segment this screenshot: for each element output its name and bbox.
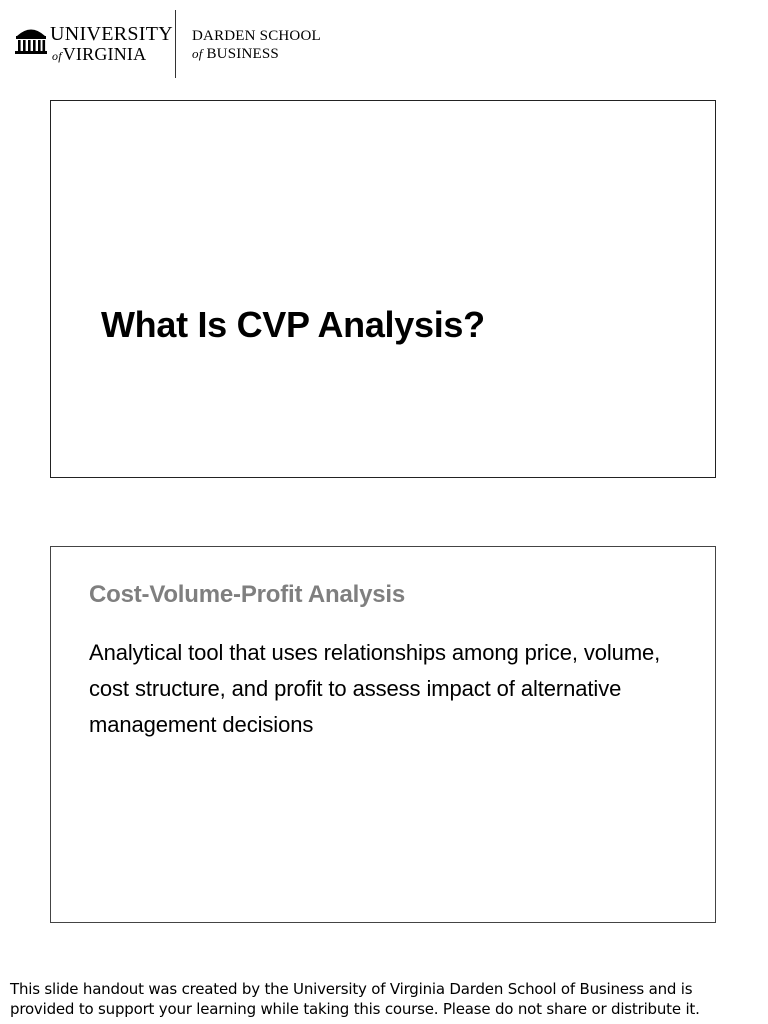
footer-note: This slide handout was created by the University of Virginia Darden School of Business and is provided to support your learning while taking this course. Please do not share or distribute it. xyxy=(10,980,700,1018)
university-of: of xyxy=(52,49,62,63)
logo-divider xyxy=(175,10,176,78)
university-name-line1: UNIVERSITY xyxy=(50,23,173,45)
slide-subtitle: Cost-Volume-Profit Analysis xyxy=(89,581,405,608)
school-name-line2 xyxy=(192,45,321,63)
school-name xyxy=(192,27,321,63)
slide-2 xyxy=(50,546,716,923)
slide-title: What Is CVP Analysis? xyxy=(101,304,485,345)
slide-body: Analytical tool that uses relationships among price, volume, cost structure, and profit to assess impact of alternative management decisions xyxy=(89,640,661,737)
slide-1 xyxy=(50,100,716,478)
logo-area xyxy=(14,10,344,80)
school-name-line1: DARDEN SCHOOL xyxy=(192,28,321,44)
university-name xyxy=(50,24,173,63)
school-of: of xyxy=(192,46,203,61)
school-business: BUSINESS xyxy=(206,46,279,62)
rotunda-icon xyxy=(14,24,48,56)
university-virginia: VIRGINIA xyxy=(62,44,147,64)
university-name-line2 xyxy=(50,45,173,63)
